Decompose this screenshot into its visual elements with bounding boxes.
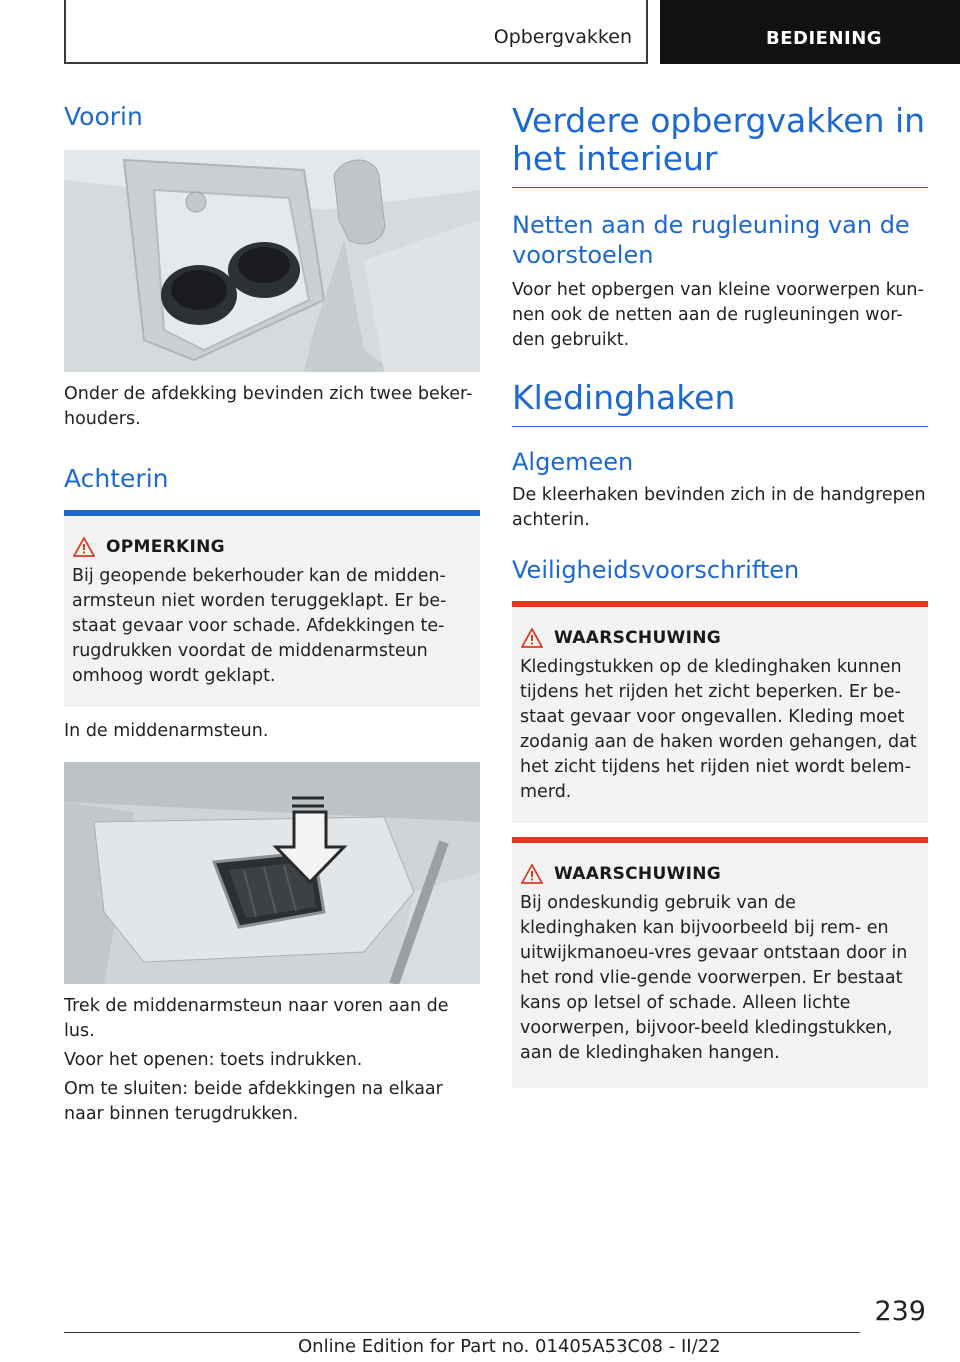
warning-box-2 [512,837,928,1088]
paragraph-algemeen: De kleerhaken bevinden zich in de handgrepen achterin. [512,485,926,530]
right-column [512,96,928,1088]
heading-netten: Netten aan de rugleuning van de voorstoelen [512,211,910,269]
note-title: OPMERKING [106,537,225,557]
heading-kledinghaken: Kledinghaken [512,378,736,417]
left-column [64,96,480,1127]
warning-triangle-icon [520,863,544,885]
cupholder-photo [64,150,480,372]
armrest-photo [64,762,480,984]
chapter-tab [660,0,960,64]
paragraph-trek: Trek de middenarmsteun naar voren aan de lus. [64,996,449,1041]
divider [512,187,928,188]
footer-edition: Online Edition for Part no. 01405A53C08 - II/22 [298,1336,721,1357]
warning-triangle-icon [520,627,544,649]
paragraph-netten: Voor het opbergen van kleine voorwerpen kun-nen ook de netten aan de rugleuningen wor-den gebruikt. [512,280,924,350]
chapter-title: BEDIENING [766,28,883,49]
heading-voorin: Voorin [64,102,143,131]
page-number: 239 [874,1296,926,1327]
divider [512,426,928,427]
heading-achterin: Achterin [64,464,169,493]
warning-text: Kledingstukken op de kledinghaken kunnen tijdens het rijden het zicht beperken. Er be-staat gevaar voor ongevallen. Kleding moet zodanig aan de haken worden gehangen, dat het zicht tijdens het rijden niet wordt belem-merd. [520,657,917,802]
warning-title: WAARSCHUWING [554,864,722,884]
section-title: Opbergvakken [493,26,632,48]
heading-algemeen: Algemeen [512,448,634,476]
warning-triangle-icon [72,536,96,558]
warning-title: WAARSCHUWING [554,628,722,648]
heading-veiligheid: Veiligheidsvoorschriften [512,556,800,584]
paragraph-openen: Voor het openen: toets indrukken. [64,1050,363,1070]
paragraph-bekerhouders: Onder de afdekking bevinden zich twee beker-houders. [64,384,473,429]
footer-divider [64,1332,860,1333]
paragraph-sluiten: Om te sluiten: beide afdekkingen na elkaar naar binnen terugdrukken. [64,1079,443,1124]
paragraph-middenarmsteun: In de middenarmsteun. [64,721,269,741]
heading-verdere-opbergvakken: Verdere opbergvakken in het interieur [512,101,926,178]
running-header [64,0,648,64]
warning-text: Bij ondeskundig gebruik van de kledinghaken kan bijvoorbeeld bij rem- en uitwijkmanoeu-vres gevaar ontstaan door in het rond vlie-gende voorwerpen. Er bestaat kans op letsel of schade. Alleen lichte voorwerpen, bijvoor-beeld kledingstukken, aan de kledinghaken hangen. [520,893,908,1063]
note-box [64,510,480,707]
warning-box-1 [512,601,928,823]
note-text: Bij geopende bekerhouder kan de midden-armsteun niet worden teruggeklapt. Er be-staat gevaar voor schade. Afdekkingen te-rugdrukken voordat de middenarmsteun omhoog wordt geklapt. [72,566,447,686]
